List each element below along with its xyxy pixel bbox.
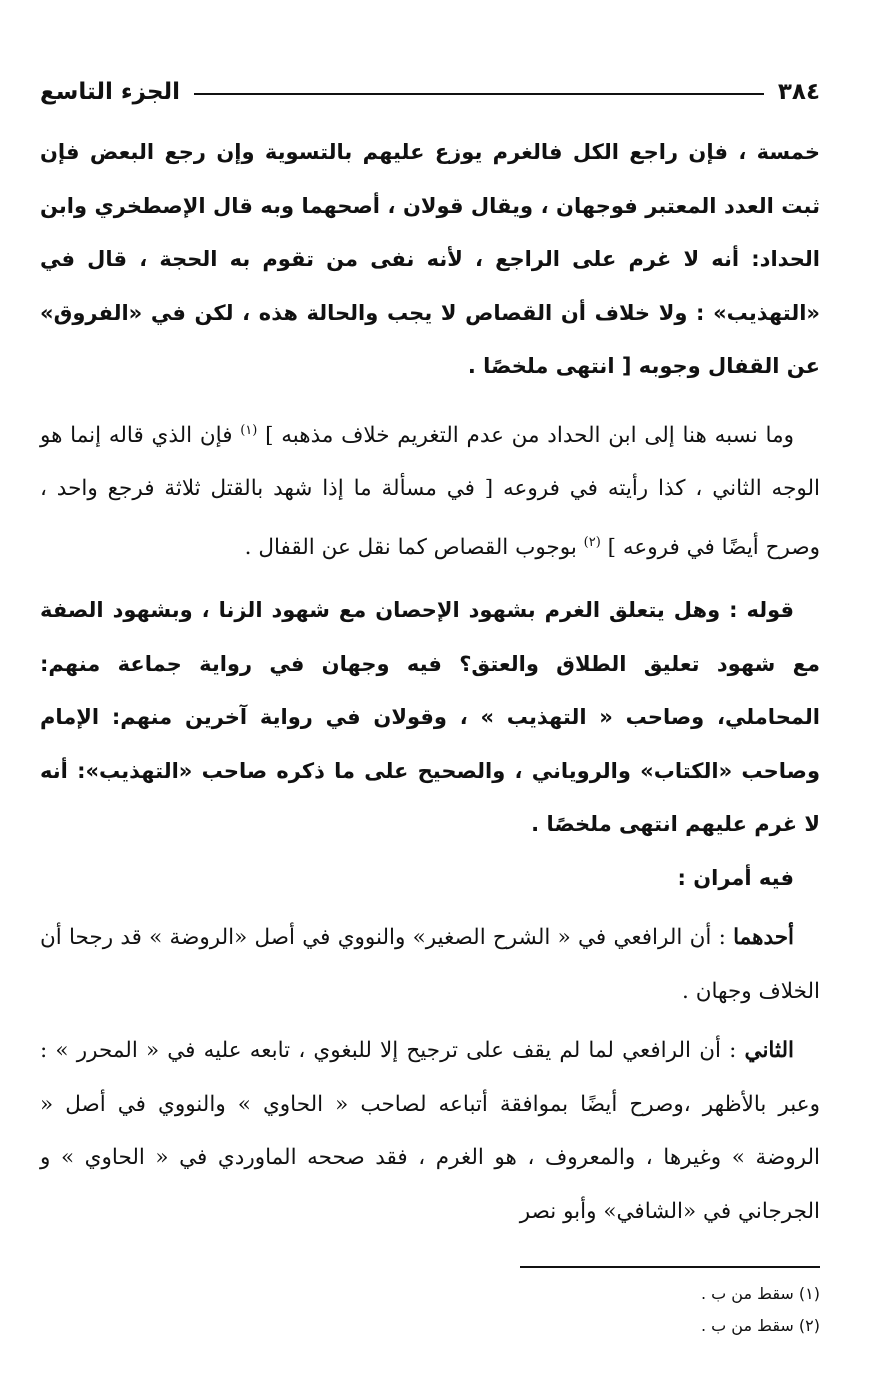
footnote-separator	[520, 1266, 820, 1268]
page-number: ٣٨٤	[777, 79, 820, 105]
paragraph-5-lead: أحدهما	[733, 925, 794, 951]
paragraph-6-text: : أن الرافعي لما لم يقف على ترجيح إلا للبغوي ، تابعه عليه في « المحرر » : وعبر بالأظهر ،وصرح أيضًا بموافقة أتباعه لصاحب « الحاوي » والنووي في أصل « الروضة » وغيرها ، والمعروف ، هو الغرم ، فقد صححه الماوردي في « الحاوي » و الجرجاني في «الشافي» وأبو نصر	[40, 1038, 820, 1224]
paragraph-3: قوله : وهل يتعلق الغرم بشهود الإحصان مع شهود الزنا ، وبشهود الصفة مع شهود تعليق الطلاق والعتق؟ فيه وجهان في رواية جماعة منهم: المحاملي، وصاحب « التهذيب » ، وقولان في رواية آخرين منهم: الإمام وصاحب «الكتاب» والروياني ، والصحيح على ما ذكره صاحب «التهذيب»: أنه لا غرم عليهم انتهى ملخصًا .	[40, 598, 820, 837]
paragraph-1: خمسة ، فإن راجع الكل فالغرم يوزع عليهم بالتسوية وإن رجع البعض فإن ثبت العدد المعتبر فوجهان ، ويقال قولان ، أصحهما وبه قال الإصطخري وابن الحداد: أنه لا غرم على الراجع ، لأنه نفى من تقوم به الحجة ، قال في «التهذيب» : ولا خلاف أن القصاص لا يجب والحالة هذه ، لكن في «الفروق» عن القفال وجوبه [ انتهى ملخصًا .	[40, 140, 820, 378]
paragraph-6	[40, 1024, 820, 1238]
paragraph-4: فيه أمران :	[677, 865, 794, 890]
paragraph-2-part-a: وما نسبه هنا إلى ابن الحداد من عدم التغريم خلاف مذهبه ]	[265, 422, 794, 448]
paragraph-5	[40, 911, 820, 1018]
page-header	[40, 72, 820, 112]
footnote-ref-2: (٢)	[583, 534, 601, 550]
paragraph-5-text: : أن الرافعي في « الشرح الصغير» والنووي في أصل «الروضة » قد رجحا أن الخلاف وجهان .	[40, 925, 820, 1004]
footnote-ref-1: (١)	[240, 422, 258, 438]
paragraph-2-part-b: فإن الذي قاله إنما هو الوجه الثاني ، كذا رأيته في فروعه [ في مسألة ما إذا شهد بالقتل ثلاثة فرجع واحد ، وصرح أيضًا في فروعه ]	[40, 422, 820, 560]
part-title: الجزء التاسع	[40, 79, 181, 105]
paragraph-2-part-c: بوجوب القصاص كما نقل عن القفال .	[244, 534, 577, 560]
footnote-2: (٢) سقط من ب .	[700, 1316, 820, 1336]
header-rule	[194, 93, 764, 95]
book-page	[40, 72, 820, 1342]
footnote-1: (١) سقط من ب .	[700, 1284, 820, 1304]
paragraph-6-lead: الثاني	[744, 1038, 794, 1064]
paragraph-2	[40, 404, 820, 575]
